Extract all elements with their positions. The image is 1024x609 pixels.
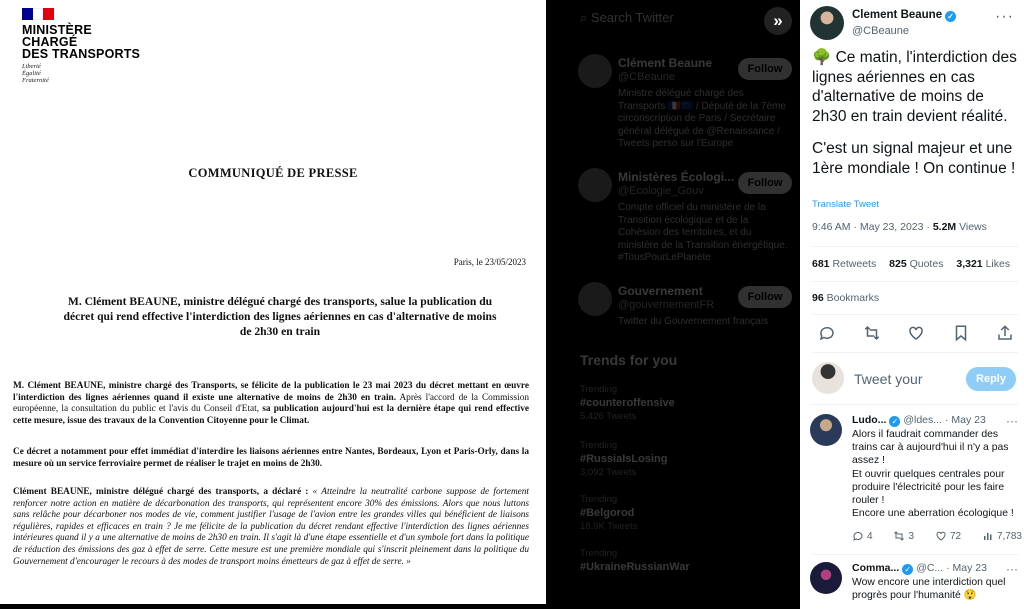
follow-button[interactable]: Follow bbox=[738, 286, 792, 308]
reply-views-action[interactable] bbox=[982, 530, 1022, 542]
like-icon bbox=[935, 530, 947, 542]
author-name[interactable]: Clement Beaune bbox=[852, 9, 943, 21]
paragraph-3 bbox=[13, 487, 529, 568]
likes-stat[interactable] bbox=[956, 258, 1010, 270]
reply-replies-count: 4 bbox=[867, 530, 873, 542]
search-input[interactable]: ⌕ Search Twitter bbox=[580, 10, 674, 25]
bookmarks-count: 96 bbox=[812, 292, 824, 304]
expand-icon[interactable]: » bbox=[764, 7, 792, 35]
tweet-paragraph-1: 🌳 Ce matin, l'interdiction des lignes aériennes en cas d'alternative de moins de 2h30 en train devient réalité. bbox=[812, 49, 1017, 125]
share-icon[interactable] bbox=[996, 324, 1014, 342]
reply-header bbox=[852, 562, 987, 575]
trend-count: 3,092 Tweets bbox=[580, 467, 637, 478]
views-label: Views bbox=[956, 221, 987, 233]
reply-views-count: 7,783 bbox=[996, 530, 1022, 542]
tweet-actions bbox=[818, 324, 1014, 342]
reply-date: · May 23 bbox=[942, 414, 986, 426]
paragraph-3-bold: Clément BEAUNE, ministre délégué chargé des transports, a déclaré : bbox=[13, 487, 309, 497]
tweet-text bbox=[812, 48, 1018, 191]
reply-header bbox=[852, 414, 986, 427]
more-options-icon[interactable]: ··· bbox=[1006, 414, 1018, 428]
reply-text: Alors il faudrait commander des trains car à aujourd'hui il n'y a pas assez ! Et ouvrir quelques centrales pour produire l'électricité pour les faire rouler ! Encore une aberration écologique ! bbox=[852, 429, 1014, 520]
avatar bbox=[578, 54, 612, 88]
french-flag-icon bbox=[22, 8, 54, 20]
paragraph-1-bold-2: sa publication aujourd'hui est la dernière étape qui rend effective cette mesure, issue des travaux de la Convention Citoyenne pour le Climat. bbox=[13, 404, 529, 426]
ministry-logo bbox=[22, 8, 140, 84]
paragraph-1-normal: Après l'accord de la Commission européenne, la consultation du public et l'avis du Conseil d'Etat, bbox=[13, 392, 529, 415]
logo-line-3: DES TRANSPORTS bbox=[22, 47, 141, 61]
author-name-row[interactable] bbox=[852, 9, 956, 22]
document-headline: M. Clément BEAUNE, ministre délégué chargé des transports, salue la publication du décret qui rend effective l'interdiction des lignes aériennes en cas d'alternative de moins de 2h30 en train bbox=[63, 295, 497, 338]
suggestion-handle: @CBeaune bbox=[618, 71, 676, 83]
document-date: Paris, le 23/05/2023 bbox=[453, 257, 526, 267]
tweet-author[interactable] bbox=[810, 6, 1020, 42]
paragraph-3-quote: « Atteindre la neutralité carbone suppose de fortement renforcer notre action en matière de décarbonation des transports, qui représentent encore 30% des émissions. Alors que nous luttons sans relâche pour décarboner nos modes de vie, comment justifier l'usage de l'avion entre les grandes villes qui bénéficient de liaisons régulières, rapides et efficaces en train ? Je me félicite de la publication du décret rendant effective l'interdiction des lignes aériennes intérieures quand il y a une alternative de moins de 2h30 en train. Il s'agit là d'une étape essentielle et d'un symbole fort dans la politique de réduction des émissions des gaz à effet de serre. Cette mesure est une première mondiale qui s'inscrit pleinement dans la politique du Gouvernement d'encourager le recours à des modes de transport moins émetteurs de gaz à effet de serre. » bbox=[13, 487, 530, 567]
follow-button[interactable]: Follow bbox=[738, 58, 792, 80]
author-handle[interactable]: @CBeaune bbox=[852, 25, 910, 37]
trend-title: #RussiaIsLosing bbox=[580, 453, 668, 465]
more-options-icon[interactable]: ··· bbox=[995, 8, 1014, 25]
trends-title: Trends for you bbox=[580, 352, 678, 368]
suggestion-handle: @Ecologie_Gouv bbox=[618, 185, 704, 197]
tweet-timestamp[interactable]: 9:46 AM · May 23, 2023 · bbox=[812, 221, 933, 233]
reply-icon bbox=[852, 530, 864, 542]
divider bbox=[812, 352, 1018, 353]
trend-item[interactable] bbox=[580, 440, 780, 478]
like-icon[interactable] bbox=[907, 324, 925, 342]
reply-item[interactable] bbox=[810, 414, 1022, 554]
document-heading: COMMUNIQUÉ DE PRESSE bbox=[188, 166, 358, 180]
trend-count: 5,426 Tweets bbox=[580, 411, 637, 422]
suggestion-handle: @gouvernementFR bbox=[618, 299, 715, 311]
trend-item[interactable] bbox=[580, 494, 780, 532]
verified-badge-icon: ✓ bbox=[889, 416, 900, 427]
reply-item[interactable] bbox=[810, 562, 1022, 609]
quotes-count: 825 bbox=[889, 258, 907, 270]
reply-likes-count: 72 bbox=[949, 530, 962, 542]
reply-avatar[interactable] bbox=[810, 414, 842, 446]
views-count: 5.2M bbox=[932, 221, 957, 233]
user-avatar bbox=[812, 362, 844, 394]
reply-avatar[interactable] bbox=[810, 562, 842, 594]
verified-badge-icon: ✓ bbox=[945, 11, 956, 22]
bookmarks-label: Bookmarks bbox=[823, 292, 880, 304]
avatar bbox=[578, 282, 612, 316]
trend-category: Trending bbox=[580, 494, 618, 505]
trend-item[interactable] bbox=[580, 548, 780, 575]
author-avatar[interactable] bbox=[810, 6, 844, 40]
paragraph-2: Ce décret a notamment pour effet immédiat d'interdire les liaisons aériennes entre Nantes, Bordeaux, Lyon et Paris-Orly, dans la mesure où un service ferroviaire permet de réaliser le trajet en moins de 2h30. bbox=[13, 447, 529, 469]
reply-retweets-count: 3 bbox=[908, 530, 915, 542]
suggestion-name: Ministères Écologi... bbox=[618, 170, 735, 184]
suggestion-name: Gouvernement bbox=[618, 284, 703, 298]
reply-actions bbox=[852, 530, 1022, 542]
trend-category: Trending bbox=[580, 440, 618, 451]
divider bbox=[812, 281, 1018, 282]
trend-item[interactable] bbox=[580, 384, 780, 422]
reply-reply-action[interactable] bbox=[852, 530, 873, 542]
translate-tweet-link[interactable]: Translate Tweet bbox=[812, 199, 880, 210]
verified-badge-icon: ✓ bbox=[902, 564, 913, 575]
trend-category: Trending bbox=[580, 384, 618, 395]
divider bbox=[812, 554, 1018, 555]
motto-liberte: Liberté bbox=[22, 63, 41, 70]
motto-egalite: Égalité bbox=[22, 70, 41, 77]
quotes-label: Quotes bbox=[906, 258, 944, 270]
retweet-icon bbox=[893, 530, 905, 542]
trend-title: #counteroffensive bbox=[580, 397, 675, 409]
bookmark-icon[interactable] bbox=[952, 324, 970, 342]
paragraph-1 bbox=[13, 381, 529, 427]
bookmarks-stat[interactable] bbox=[812, 292, 879, 304]
quotes-stat[interactable] bbox=[889, 258, 943, 270]
avatar bbox=[578, 168, 612, 202]
follow-button[interactable]: Follow bbox=[738, 172, 792, 194]
motto-fraternite: Fraternité bbox=[22, 77, 49, 84]
search-placeholder: Search Twitter bbox=[590, 10, 674, 25]
logo-line-2: CHARGÉ bbox=[22, 35, 78, 49]
reply-input[interactable]: Tweet your bbox=[854, 371, 923, 387]
reply-retweet-action[interactable] bbox=[893, 530, 914, 542]
retweets-label: Retweets bbox=[829, 258, 877, 270]
suggestion-bio: Compte officiel du ministère de la Transition écologique et de la Cohésion des territoires, et du ministère de la Transition énergétique. #TousPourLePlanète bbox=[618, 202, 788, 263]
retweet-icon[interactable] bbox=[863, 324, 881, 342]
reply-author-handle[interactable]: @C... bbox=[916, 562, 944, 574]
divider bbox=[812, 246, 1018, 247]
trend-title: #Belgorod bbox=[580, 507, 635, 519]
trend-title: #UkraineRussianWar bbox=[580, 561, 690, 573]
trend-count: 18.9K Tweets bbox=[580, 521, 638, 532]
views-icon bbox=[982, 530, 994, 542]
suggestion-bio: Twitter du Gouvernement français bbox=[618, 316, 769, 327]
reply-date: · May 23 bbox=[943, 562, 987, 574]
retweets-count: 681 bbox=[812, 258, 830, 270]
reply-icon[interactable] bbox=[818, 324, 836, 342]
likes-label: Likes bbox=[982, 258, 1011, 270]
tweet-meta bbox=[812, 221, 987, 233]
logo-line-1: MINISTÈRE bbox=[22, 23, 92, 37]
tweet-stats bbox=[812, 258, 1020, 270]
more-options-icon[interactable]: ··· bbox=[1006, 562, 1018, 576]
trend-category: Trending bbox=[580, 548, 618, 559]
paragraph-1-bold: M. Clément BEAUNE, ministre chargé des Transports, se félicite de la publication le 23 mai 2023 du décret mettant en œuvre l'interdiction des lignes aériennes quand il existe une alternative de moins de 2h30 en train. bbox=[13, 381, 529, 403]
retweets-stat[interactable] bbox=[812, 258, 876, 270]
reply-button[interactable]: Reply bbox=[966, 367, 1016, 391]
logo-motto bbox=[22, 63, 140, 84]
reply-like-action[interactable] bbox=[935, 530, 961, 542]
divider bbox=[812, 404, 1018, 405]
likes-count: 3,321 bbox=[956, 258, 983, 270]
tweet-panel bbox=[800, 0, 1024, 609]
reply-author-name[interactable]: Ludo... bbox=[852, 414, 887, 426]
dimmed-sidebar bbox=[546, 0, 800, 609]
divider bbox=[812, 314, 1018, 315]
reply-composer bbox=[812, 362, 1020, 396]
reply-author-handle[interactable]: @ldes... bbox=[903, 414, 943, 426]
reply-author-name[interactable]: Comma... bbox=[852, 562, 900, 574]
suggestion-name: Clément Beaune bbox=[618, 56, 713, 70]
tweet-paragraph-2: C'est un signal majeur et une 1ère mondiale ! On continue ! bbox=[812, 140, 1016, 177]
reply-text: Wow encore une interdiction quel progrès pour l'humanité 😲 bbox=[852, 577, 1006, 602]
suggestion-bio: Ministre délégué chargé des Transports 🇫🇷🇪🇺 / Député de la 7ème circonscription de Paris / Secrétaire général délégué de @Renaissance / Tweets perso sur l'Europe bbox=[618, 88, 786, 149]
